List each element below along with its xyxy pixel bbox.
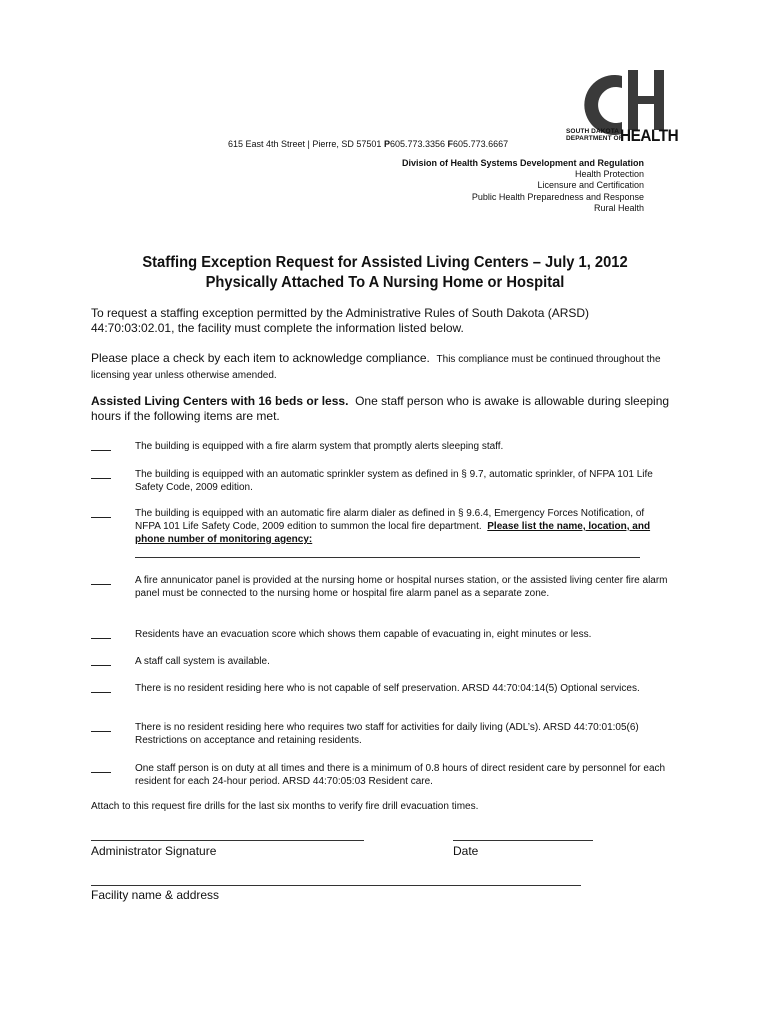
division-block — [402, 158, 644, 214]
date-line[interactable] — [453, 840, 593, 841]
date-label: Date — [453, 844, 479, 858]
facility-name-address-label: Facility name & address — [91, 888, 220, 902]
division-line: Rural Health — [593, 202, 644, 213]
address-line: 615 East 4th Street | Pierre, SD 57501 P605.773.3356 F605.773.6667 — [228, 139, 509, 149]
monitoring-agency-line[interactable] — [135, 557, 640, 558]
instruction-paragraph: Please place a check by each item to acknowledge compliance. This compliance must be continued throughout the licensing year unless otherwise amended. — [91, 351, 661, 381]
attach-note: Attach to this request fire drills for the last six months to verify fire drill evacuation times. — [91, 801, 479, 812]
administrator-signature-label: Administrator Signature — [91, 844, 217, 858]
logo-state-text: SOUTH DAKOTA DEPARTMENT OF — [566, 128, 623, 142]
division-line: Licensure and Certification — [537, 180, 644, 191]
section-heading-paragraph: Assisted Living Centers with 16 beds or less. One staff person who is awake is allowable during sleeping hours if the following items are met. — [91, 394, 670, 423]
document-title: Staffing Exception Request for Assisted Living Centers – July 1, 2012 Physically Attached To A Nursing Home or Hospital — [142, 254, 628, 291]
administrator-signature-line[interactable] — [91, 840, 364, 841]
division-heading: Division of Health Systems Development and Regulation — [401, 158, 644, 168]
logo-health-word: HEALTH — [620, 126, 679, 145]
facility-name-address-line[interactable] — [91, 885, 581, 886]
division-line: Health Protection — [574, 169, 644, 180]
intro-paragraph: To request a staffing exception permitted by the Administrative Rules of South Dakota (ARSD) 44:70:03:02.01, the facility must complete the information listed below. — [91, 306, 590, 335]
division-line: Public Health Preparedness and Response — [471, 191, 644, 202]
